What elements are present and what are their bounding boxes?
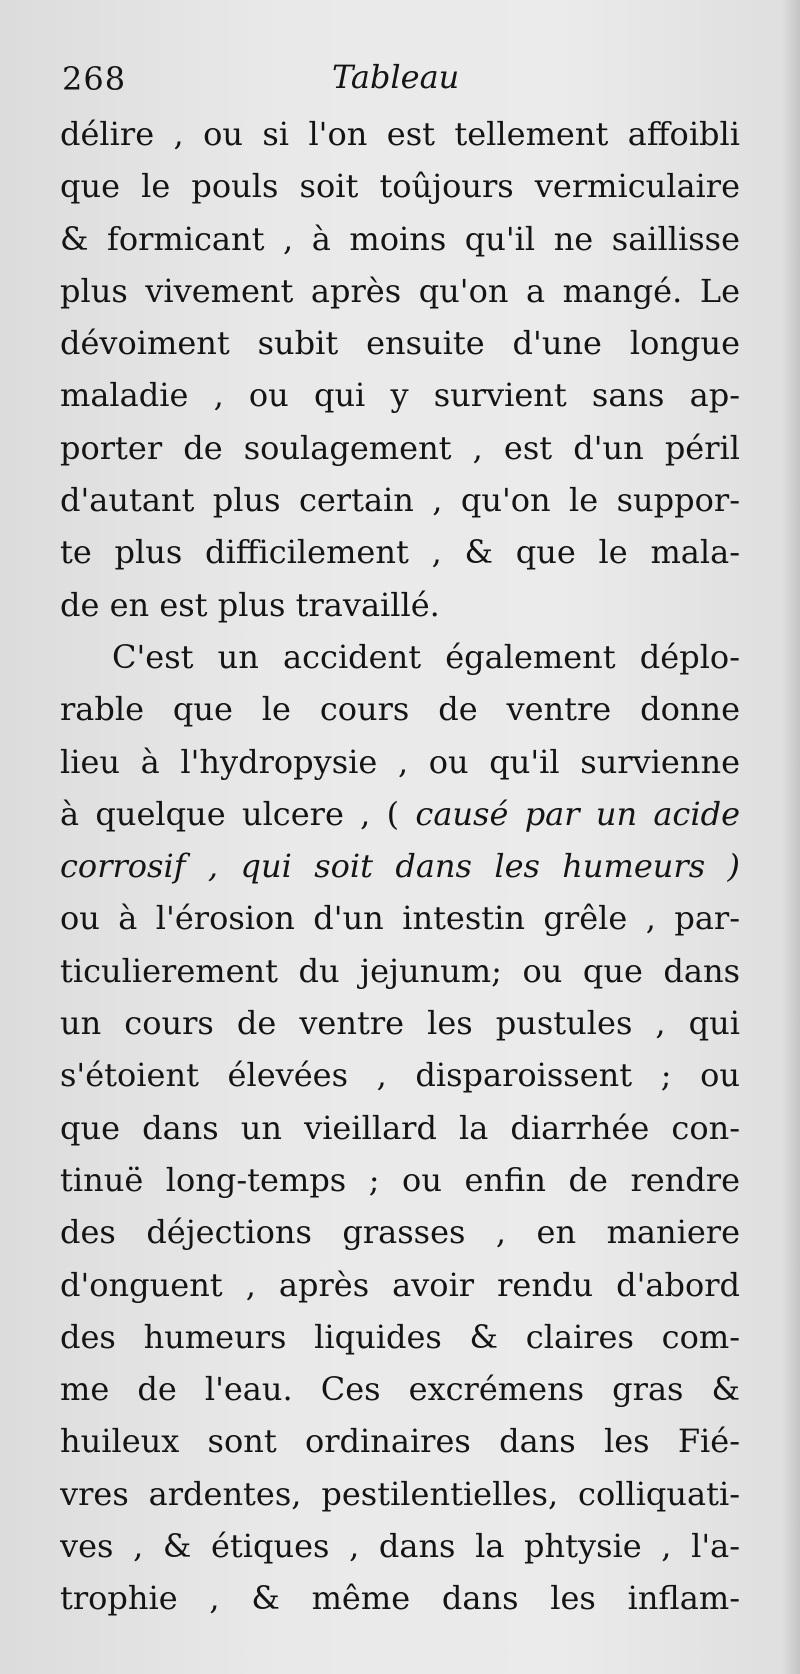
text-line: tinuë long-temps ; ou enfin de rendre xyxy=(60,1160,740,1199)
running-title: Tableau xyxy=(332,58,460,96)
text-line: délire , ou si l'on est tellement affoibli xyxy=(60,115,740,153)
text-line: me de l'eau. Ces excrémens gras & xyxy=(60,1370,740,1409)
text-line: trophie , & même dans les inflam- xyxy=(60,1579,740,1618)
text-line: un cours de ventre les pustules , qui xyxy=(60,1004,740,1043)
text-line: ves , & étiques , dans la phtysie , l'a- xyxy=(60,1527,740,1566)
body-text xyxy=(60,108,740,1625)
text-line: d'autant plus certain , qu'on le suppor- xyxy=(60,481,740,520)
text-line: lieu à l'hydropysie , ou qu'il survienne xyxy=(60,742,740,781)
text-line: rable que le cours de ventre donne xyxy=(60,690,740,729)
text-line: des déjections grasses , en maniere xyxy=(60,1213,740,1252)
text-line: huileux sont ordinaires dans les Fié- xyxy=(60,1422,740,1461)
page-edge-shadow xyxy=(782,0,800,1674)
text-line: vres ardentes, pestilentielles, colliquati- xyxy=(60,1474,740,1513)
text-line: ticulierement du jejunum; ou que dans xyxy=(60,951,740,990)
paragraph-start-line: C'est un accident également déplo- xyxy=(112,637,740,676)
text-line: dévoiment subit ensuite d'une longue xyxy=(60,324,740,363)
text-line: des humeurs liquides & claires com- xyxy=(60,1317,740,1356)
italic-aside-start: à quelque ulcere , ( causé par un acide xyxy=(60,794,740,833)
text-line: ou à l'érosion d'un intestin grêle , par- xyxy=(60,899,740,938)
text-line-with-italic xyxy=(60,788,740,840)
text-line: maladie , ou qui y survient sans ap- xyxy=(60,376,740,415)
text-line: te plus difficilement , & que le mala- xyxy=(60,533,740,572)
text-line: & formicant , à moins qu'il ne saillisse xyxy=(60,219,740,258)
paragraph-end-line: de en est plus travaillé. xyxy=(60,585,440,624)
page-number: 268 xyxy=(62,60,127,98)
page-header xyxy=(60,58,740,106)
text-line: que dans un vieillard la diarrhée con- xyxy=(60,1108,740,1147)
text-line: d'onguent , après avoir rendu d'abord xyxy=(60,1265,740,1304)
italic-aside-line: corrosif , qui soit dans les humeurs ) xyxy=(60,847,740,886)
text-line: que le pouls soit toûjours vermiculaire xyxy=(60,167,740,206)
text-line: plus vivement après qu'on a mangé. Le xyxy=(60,271,740,310)
text-line: s'étoient élevées , disparoissent ; ou xyxy=(60,1056,740,1095)
text-line: porter de soulagement , est d'un péril xyxy=(60,428,740,467)
